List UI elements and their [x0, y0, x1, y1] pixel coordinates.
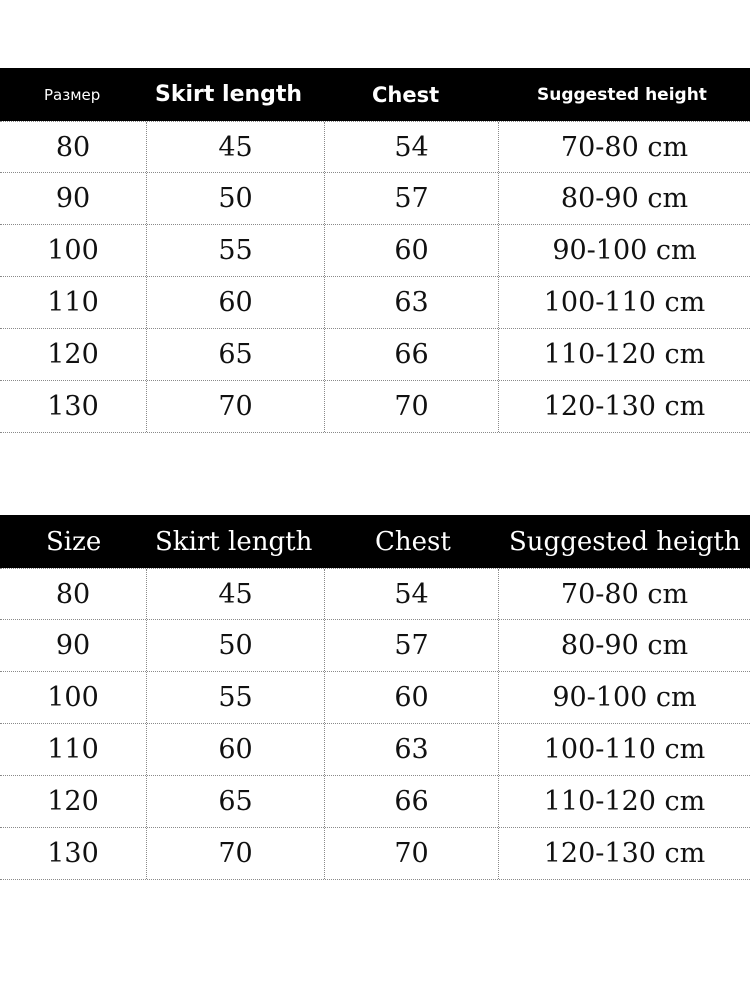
cell-chest: 54 [325, 569, 499, 619]
cell-suggested-height: 70-80 cm [560, 578, 689, 610]
cell-suggested-height: 90-100 cm [552, 235, 697, 266]
cell-size: 130 [0, 381, 147, 432]
cell-size: 90 [0, 620, 147, 671]
size-table-russian [0, 68, 750, 433]
cell-size: 100 [0, 672, 147, 723]
cell-skirt-length: 65 [147, 329, 325, 380]
cell-suggested-height: 110-120 cm [543, 339, 706, 370]
table-row [0, 173, 750, 225]
size-table-english [0, 515, 750, 880]
cell-size: 130 [0, 828, 147, 879]
cell-chest: 57 [325, 173, 499, 224]
table-body [0, 121, 750, 433]
header-suggested-height: Suggested heigth [509, 526, 741, 557]
header-suggested-height: Suggested height [537, 84, 707, 105]
cell-chest: 70 [325, 828, 499, 879]
cell-skirt-length: 45 [147, 569, 325, 619]
cell-skirt-length: 60 [147, 724, 325, 775]
header-skirt-length: Skirt length [155, 526, 313, 557]
cell-suggested-height: 90-100 cm [552, 682, 697, 713]
table-header [0, 515, 750, 568]
cell-size: 120 [0, 776, 147, 827]
header-chest: Chest [375, 526, 451, 557]
header-skirt-length: Skirt length [155, 82, 303, 107]
header-size: Размер [44, 85, 101, 104]
cell-size: 90 [0, 173, 147, 224]
cell-suggested-height: 80-90 cm [560, 630, 689, 661]
cell-suggested-height: 120-130 cm [543, 391, 706, 422]
cell-suggested-height: 100-110 cm [543, 287, 706, 318]
cell-size: 120 [0, 329, 147, 380]
cell-chest: 63 [325, 724, 499, 775]
cell-skirt-length: 55 [147, 672, 325, 723]
cell-skirt-length: 70 [147, 828, 325, 879]
cell-skirt-length: 70 [147, 381, 325, 432]
cell-chest: 60 [325, 672, 499, 723]
table-row [0, 828, 750, 880]
header-size: Size [46, 526, 102, 557]
table-row [0, 724, 750, 776]
cell-size: 110 [0, 277, 147, 328]
table-row [0, 277, 750, 329]
cell-suggested-height: 80-90 cm [560, 183, 689, 214]
cell-skirt-length: 55 [147, 225, 325, 276]
cell-chest: 63 [325, 277, 499, 328]
table-row [0, 568, 750, 620]
cell-chest: 66 [325, 776, 499, 827]
table-row [0, 776, 750, 828]
cell-chest: 60 [325, 225, 499, 276]
table-body [0, 568, 750, 880]
table-row [0, 329, 750, 381]
cell-suggested-height: 100-110 cm [543, 734, 706, 765]
cell-chest: 54 [325, 122, 499, 172]
cell-skirt-length: 50 [147, 620, 325, 671]
cell-suggested-height: 70-80 cm [560, 131, 689, 163]
cell-size: 80 [0, 569, 147, 619]
header-chest: Chest [372, 82, 440, 107]
cell-chest: 66 [325, 329, 499, 380]
cell-skirt-length: 60 [147, 277, 325, 328]
cell-size: 110 [0, 724, 147, 775]
table-row [0, 381, 750, 433]
cell-skirt-length: 45 [147, 122, 325, 172]
table-row [0, 225, 750, 277]
cell-skirt-length: 50 [147, 173, 325, 224]
cell-size: 80 [0, 122, 147, 172]
table-row [0, 121, 750, 173]
table-row [0, 672, 750, 724]
cell-suggested-height: 110-120 cm [543, 786, 706, 817]
table-header [0, 68, 750, 121]
cell-size: 100 [0, 225, 147, 276]
cell-chest: 70 [325, 381, 499, 432]
cell-skirt-length: 65 [147, 776, 325, 827]
cell-chest: 57 [325, 620, 499, 671]
table-row [0, 620, 750, 672]
cell-suggested-height: 120-130 cm [543, 838, 706, 869]
